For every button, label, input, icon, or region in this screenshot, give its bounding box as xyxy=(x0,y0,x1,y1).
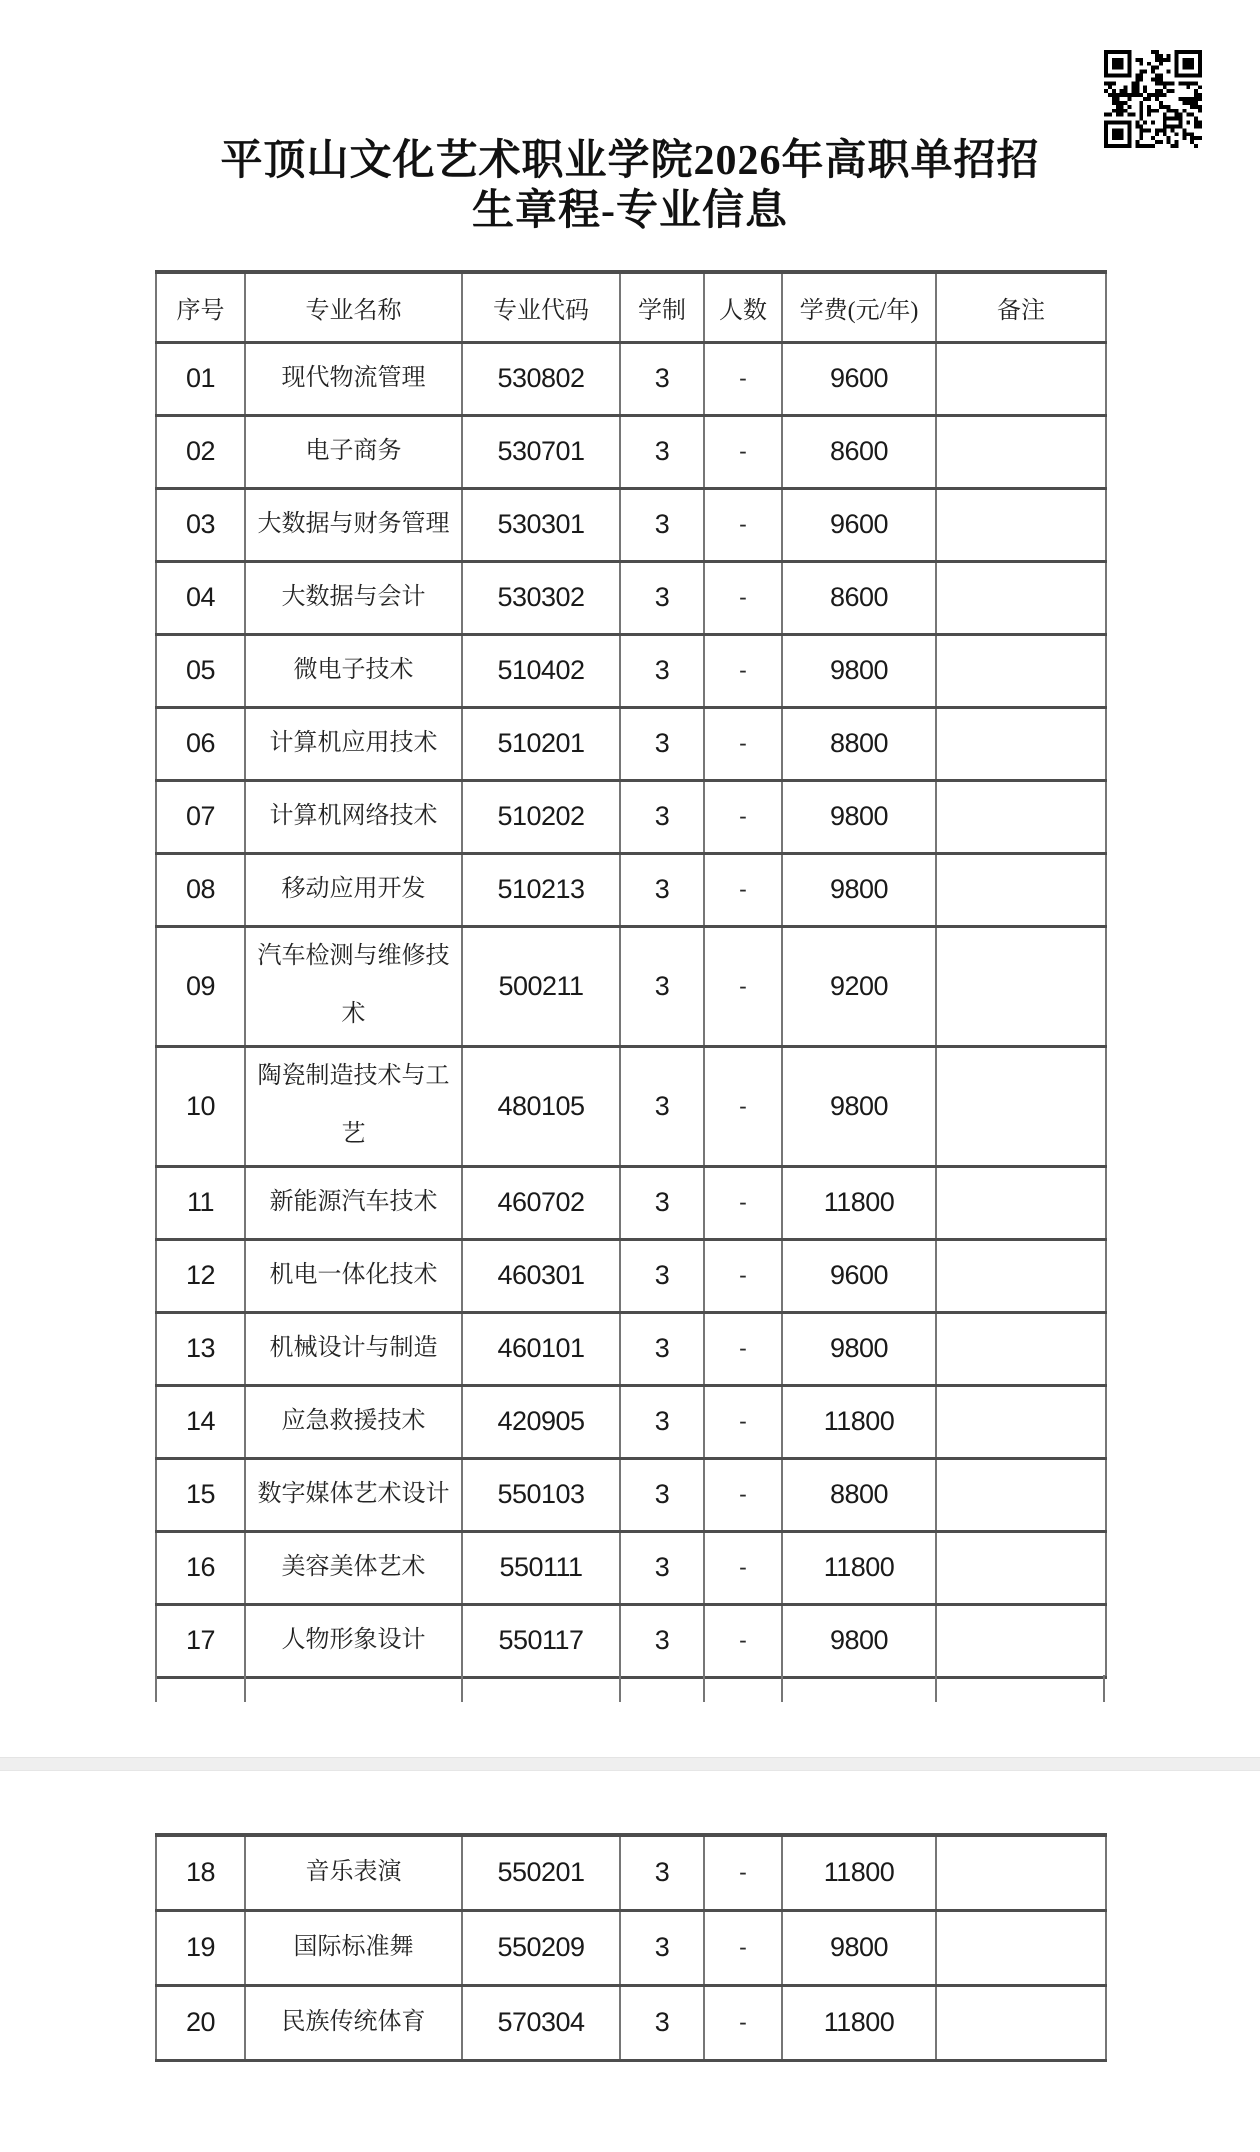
row-number-cell: 20 xyxy=(156,1985,245,2060)
remark-cell xyxy=(936,488,1106,561)
remark-cell xyxy=(936,561,1106,634)
table-row xyxy=(156,1910,1106,1985)
table-row xyxy=(156,561,1106,634)
enrollment-count-cell: - xyxy=(704,780,782,853)
table-row xyxy=(156,415,1106,488)
row-number-cell: 07 xyxy=(156,780,245,853)
enrollment-count-cell: - xyxy=(704,1910,782,1985)
enrollment-count-cell: - xyxy=(704,561,782,634)
tuition-fee-cell: 9600 xyxy=(782,488,936,561)
study-length-cell: 3 xyxy=(620,1835,704,1910)
table-row xyxy=(156,1985,1106,2060)
study-length-cell: 3 xyxy=(620,1458,704,1531)
tuition-fee-cell: 9200 xyxy=(782,926,936,1046)
header-major: 专业名称 xyxy=(245,272,462,342)
remark-cell xyxy=(936,1385,1106,1458)
row-number-cell: 12 xyxy=(156,1239,245,1312)
tuition-fee-cell: 9600 xyxy=(782,1239,936,1312)
row-number-cell: 14 xyxy=(156,1385,245,1458)
major-name-cell: 机电一体化技术 xyxy=(245,1239,462,1312)
row-number-cell: 13 xyxy=(156,1312,245,1385)
table-row xyxy=(156,707,1106,780)
page-title-line1: 平顶山文化艺术职业学院2026年高职单招招 xyxy=(220,138,1040,184)
enrollment-count-cell: - xyxy=(704,1046,782,1166)
table-header-row xyxy=(156,272,1106,342)
study-length-cell: 3 xyxy=(620,415,704,488)
remark-cell xyxy=(936,1166,1106,1239)
tuition-fee-cell: 11800 xyxy=(782,1835,936,1910)
study-length-cell: 3 xyxy=(620,1312,704,1385)
row-number-cell: 09 xyxy=(156,926,245,1046)
table-row xyxy=(156,634,1106,707)
major-name-cell: 民族传统体育 xyxy=(245,1985,462,2060)
study-length-cell: 3 xyxy=(620,1985,704,2060)
tuition-fee-cell: 8600 xyxy=(782,561,936,634)
major-name-cell: 汽车检测与维修技术 xyxy=(245,926,462,1046)
enrollment-count-cell: - xyxy=(704,488,782,561)
remark-cell xyxy=(936,1604,1106,1677)
enrollment-count-cell: - xyxy=(704,853,782,926)
major-code-cell: 510213 xyxy=(462,853,620,926)
tuition-fee-cell: 9800 xyxy=(782,1312,936,1385)
study-length-cell: 3 xyxy=(620,707,704,780)
tuition-fee-cell: 9800 xyxy=(782,1910,936,1985)
tuition-fee-cell: 9600 xyxy=(782,342,936,415)
row-number-cell: 15 xyxy=(156,1458,245,1531)
table-row xyxy=(156,1458,1106,1531)
study-length-cell: 3 xyxy=(620,1385,704,1458)
study-length-cell: 3 xyxy=(620,926,704,1046)
table-row xyxy=(156,488,1106,561)
table-row xyxy=(156,926,1106,1046)
table-row xyxy=(156,1385,1106,1458)
enrollment-count-cell: - xyxy=(704,634,782,707)
major-code-cell: 510402 xyxy=(462,634,620,707)
table-row xyxy=(156,1166,1106,1239)
row-number-cell: 11 xyxy=(156,1166,245,1239)
major-code-cell: 550111 xyxy=(462,1531,620,1604)
enrollment-count-cell: - xyxy=(704,342,782,415)
header-fee: 学费(元/年) xyxy=(782,272,936,342)
tuition-fee-cell: 9800 xyxy=(782,1046,936,1166)
major-name-cell: 机械设计与制造 xyxy=(245,1312,462,1385)
enrollment-count-cell: - xyxy=(704,415,782,488)
tuition-fee-cell: 11800 xyxy=(782,1985,936,2060)
qr-code-icon xyxy=(1104,50,1202,148)
tuition-fee-cell: 11800 xyxy=(782,1531,936,1604)
major-name-cell: 大数据与会计 xyxy=(245,561,462,634)
tuition-fee-cell: 8800 xyxy=(782,707,936,780)
table-cut-stub xyxy=(155,1675,1105,1702)
table-row xyxy=(156,1239,1106,1312)
majors-table-page1 xyxy=(155,270,1107,1679)
major-code-cell: 420905 xyxy=(462,1385,620,1458)
remark-cell xyxy=(936,1531,1106,1604)
row-number-cell: 19 xyxy=(156,1910,245,1985)
major-name-cell: 电子商务 xyxy=(245,415,462,488)
major-name-cell: 陶瓷制造技术与工艺 xyxy=(245,1046,462,1166)
enrollment-count-cell: - xyxy=(704,1835,782,1910)
table-row xyxy=(156,342,1106,415)
row-number-cell: 04 xyxy=(156,561,245,634)
table-row xyxy=(156,1604,1106,1677)
study-length-cell: 3 xyxy=(620,488,704,561)
remark-cell xyxy=(936,853,1106,926)
major-name-cell: 大数据与财务管理 xyxy=(245,488,462,561)
major-code-cell: 510202 xyxy=(462,780,620,853)
major-name-cell: 微电子技术 xyxy=(245,634,462,707)
tuition-fee-cell: 9800 xyxy=(782,634,936,707)
remark-cell xyxy=(936,634,1106,707)
remark-cell xyxy=(936,707,1106,780)
remark-cell xyxy=(936,780,1106,853)
major-code-cell: 500211 xyxy=(462,926,620,1046)
remark-cell xyxy=(936,1910,1106,1985)
major-code-cell: 530301 xyxy=(462,488,620,561)
table-row xyxy=(156,1312,1106,1385)
major-code-cell: 510201 xyxy=(462,707,620,780)
row-number-cell: 16 xyxy=(156,1531,245,1604)
row-number-cell: 08 xyxy=(156,853,245,926)
remark-cell xyxy=(936,1239,1106,1312)
enrollment-count-cell: - xyxy=(704,1604,782,1677)
table-row xyxy=(156,1531,1106,1604)
header-years: 学制 xyxy=(620,272,704,342)
major-name-cell: 应急救援技术 xyxy=(245,1385,462,1458)
row-number-cell: 03 xyxy=(156,488,245,561)
study-length-cell: 3 xyxy=(620,1239,704,1312)
major-name-cell: 国际标准舞 xyxy=(245,1910,462,1985)
tuition-fee-cell: 9800 xyxy=(782,853,936,926)
header-count: 人数 xyxy=(704,272,782,342)
page-title xyxy=(0,136,1260,236)
study-length-cell: 3 xyxy=(620,634,704,707)
tuition-fee-cell: 11800 xyxy=(782,1385,936,1458)
tuition-fee-cell: 8600 xyxy=(782,415,936,488)
page-break-band xyxy=(0,1757,1260,1771)
header-remark: 备注 xyxy=(936,272,1106,342)
majors-table-page2 xyxy=(155,1833,1107,2062)
tuition-fee-cell: 8800 xyxy=(782,1458,936,1531)
enrollment-count-cell: - xyxy=(704,1312,782,1385)
study-length-cell: 3 xyxy=(620,561,704,634)
tuition-fee-cell: 11800 xyxy=(782,1166,936,1239)
header-code: 专业代码 xyxy=(462,272,620,342)
study-length-cell: 3 xyxy=(620,780,704,853)
enrollment-count-cell: - xyxy=(704,1166,782,1239)
remark-cell xyxy=(936,1458,1106,1531)
major-code-cell: 550201 xyxy=(462,1835,620,1910)
study-length-cell: 3 xyxy=(620,1166,704,1239)
major-name-cell: 音乐表演 xyxy=(245,1835,462,1910)
major-name-cell: 美容美体艺术 xyxy=(245,1531,462,1604)
table-row xyxy=(156,1835,1106,1910)
major-name-cell: 计算机应用技术 xyxy=(245,707,462,780)
major-code-cell: 570304 xyxy=(462,1985,620,2060)
enrollment-count-cell: - xyxy=(704,1239,782,1312)
major-name-cell: 人物形象设计 xyxy=(245,1604,462,1677)
study-length-cell: 3 xyxy=(620,1046,704,1166)
header-no: 序号 xyxy=(156,272,245,342)
row-number-cell: 01 xyxy=(156,342,245,415)
study-length-cell: 3 xyxy=(620,342,704,415)
tuition-fee-cell: 9800 xyxy=(782,780,936,853)
major-code-cell: 480105 xyxy=(462,1046,620,1166)
major-code-cell: 530701 xyxy=(462,415,620,488)
table-row xyxy=(156,853,1106,926)
enrollment-count-cell: - xyxy=(704,926,782,1046)
remark-cell xyxy=(936,342,1106,415)
remark-cell xyxy=(936,1985,1106,2060)
enrollment-count-cell: - xyxy=(704,1385,782,1458)
major-name-cell: 移动应用开发 xyxy=(245,853,462,926)
major-name-cell: 数字媒体艺术设计 xyxy=(245,1458,462,1531)
remark-cell xyxy=(936,1835,1106,1910)
major-code-cell: 460101 xyxy=(462,1312,620,1385)
enrollment-count-cell: - xyxy=(704,1985,782,2060)
remark-cell xyxy=(936,1312,1106,1385)
enrollment-count-cell: - xyxy=(704,1531,782,1604)
major-code-cell: 460301 xyxy=(462,1239,620,1312)
study-length-cell: 3 xyxy=(620,1604,704,1677)
remark-cell xyxy=(936,926,1106,1046)
major-code-cell: 530802 xyxy=(462,342,620,415)
table-row xyxy=(156,1046,1106,1166)
row-number-cell: 17 xyxy=(156,1604,245,1677)
row-number-cell: 02 xyxy=(156,415,245,488)
tuition-fee-cell: 9800 xyxy=(782,1604,936,1677)
major-name-cell: 计算机网络技术 xyxy=(245,780,462,853)
remark-cell xyxy=(936,415,1106,488)
major-name-cell: 现代物流管理 xyxy=(245,342,462,415)
major-code-cell: 460702 xyxy=(462,1166,620,1239)
page-title-line2: 生章程-专业信息 xyxy=(472,188,788,234)
table-row xyxy=(156,780,1106,853)
enrollment-count-cell: - xyxy=(704,1458,782,1531)
row-number-cell: 05 xyxy=(156,634,245,707)
enrollment-count-cell: - xyxy=(704,707,782,780)
major-code-cell: 550117 xyxy=(462,1604,620,1677)
major-code-cell: 530302 xyxy=(462,561,620,634)
row-number-cell: 18 xyxy=(156,1835,245,1910)
row-number-cell: 06 xyxy=(156,707,245,780)
major-code-cell: 550103 xyxy=(462,1458,620,1531)
major-name-cell: 新能源汽车技术 xyxy=(245,1166,462,1239)
study-length-cell: 3 xyxy=(620,1531,704,1604)
row-number-cell: 10 xyxy=(156,1046,245,1166)
study-length-cell: 3 xyxy=(620,853,704,926)
major-code-cell: 550209 xyxy=(462,1910,620,1985)
remark-cell xyxy=(936,1046,1106,1166)
study-length-cell: 3 xyxy=(620,1910,704,1985)
